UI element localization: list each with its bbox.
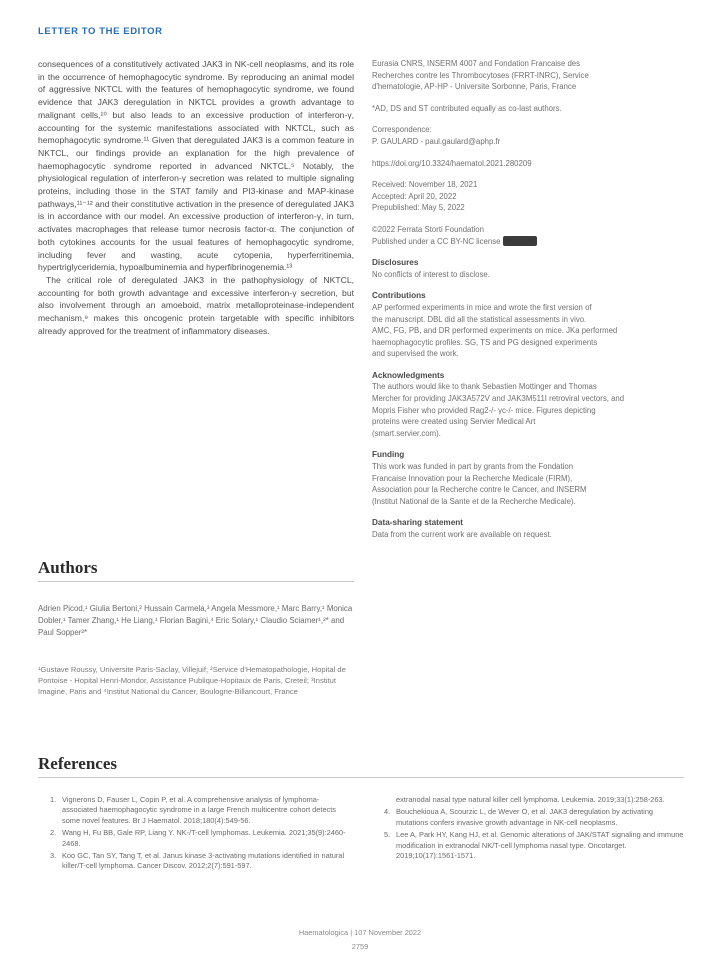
- reference-number: [384, 795, 396, 805]
- reference-text: Wang H, Fu BB, Gale RP, Liang Y. NK-/T-cell lymphomas. Leukemia. 2021;35(9):2460-2468.: [62, 828, 346, 848]
- info-line: Accepted: April 20, 2022: [372, 191, 457, 201]
- info-line: d'hematologie, AP-HP - Universite Sorbonne, Paris, France: [372, 82, 577, 92]
- info-line: Published under a CC BY-NC license: [372, 236, 501, 246]
- reference-text: extranodal nasal type natural killer cell lymphoma. Leukemia. 2019;33(1):258-263.: [396, 795, 665, 804]
- section-line: The authors would like to thank Sebastien Mottinger and Thomas: [372, 382, 597, 392]
- journal-section-header: LETTER TO THE EDITOR: [38, 26, 163, 37]
- correspondence: [372, 124, 678, 147]
- section-line: Data from the current work are available on request.: [372, 530, 552, 539]
- section-line: the manuscript. DBL did all the statistical assessments in vivo.: [372, 314, 587, 324]
- section-heading: Data-sharing statement: [372, 518, 463, 528]
- dates: [372, 179, 678, 214]
- body-paragraph: The critical role of deregulated JAK3 in the pathophysiology of NKTCL, accounting for both growth advantage and excessive interferon-γ secretion, but also involvement through an amoeboid, matrix metalloproteinase-independent mechanism,⁹ makes this oncogenic protein targetable with specific inhibitors already approved for the treatment of inflammatory diseases.: [38, 274, 354, 336]
- reference-item: [384, 795, 684, 805]
- references-right-column: [384, 795, 684, 863]
- reference-text: Lee A, Park HY, Kang HJ, et al. Genomic alterations of JAK/STAT signaling and immune modification in extranodal NK/T-cell lymphoma nasal type. Oncotarget. 2019;10(17):1561-1571.: [396, 830, 684, 861]
- reference-item: [384, 830, 684, 861]
- section-line: Association pour la Recherche contre le Cancer, and INSERM: [372, 485, 587, 495]
- reference-text: Koo GC, Tan SY, Tang T, et al. Janus kinase 3-activating mutations identified in natural killer/T-cell lymphoma. Cancer Discov. 2012;2(7):591-597.: [62, 851, 345, 871]
- disclosures-section: [372, 257, 678, 280]
- section-line: AP performed experiments in mice and wrote the first version of: [372, 302, 592, 312]
- reference-item: [50, 795, 350, 826]
- section-line: (smart.servier.com).: [372, 428, 441, 438]
- equal-contribution-note: [372, 103, 678, 115]
- reference-item: [50, 851, 350, 872]
- main-body-text: [38, 58, 354, 337]
- authors-heading: Authors: [38, 558, 98, 577]
- copyright: [372, 224, 678, 247]
- reference-item: [50, 828, 350, 849]
- doi-link[interactable]: https://doi.org/10.3324/haematol.2021.280209: [372, 158, 532, 168]
- correspondence-email-link[interactable]: P. GAULARD - paul.gaulard@aphp.fr: [372, 136, 501, 146]
- section-line: No conflicts of interest to disclose.: [372, 269, 490, 279]
- references-divider: [38, 777, 684, 778]
- info-line: ©2022 Ferrata Storti Foundation: [372, 224, 484, 234]
- section-line: proteins were created using Servier Medical Art: [372, 417, 536, 427]
- info-line: Received: November 18, 2021: [372, 180, 478, 190]
- reference-number: 4.: [384, 807, 391, 817]
- body-paragraph: consequences of a constitutively activated JAK3 in NK-cell neoplasms, and its role in the occurrence of hemophagocytic syndrome. By reproducing an animal model of aggressive NKTCL with the features of hemophagocytic syndrome, we found evidence that JAK3 deregulation in NKTCL provides a growth advantage to malignant cells,¹⁰ but also leads to an excessive production of interferon-γ, accounting for the systemic manifestations associated with NKTCL, such as hemophagocytic syndrome.¹¹ Given that deregulated JAK3 is a common feature in NKTCL, our findings provide an explanation for the high prevalence of haemophagocytic syndrome reported in advanced NKTCL.⁵ Notably, the physiological regulation of interferon-γ secretion was related to multiple signaling proteins, including those in the STAT family and PI3-kinase and MAP-kinase pathways,¹¹⁻¹² and their constitutive activation in the presence of deregulated JAK3 is in accordance with our model. An excessive production of interferon-γ, in turn, activates macrophages that release tumor necrosis factor-α. The conjunction of both cytokines accounts for the usual features of hemophagocytic syndrome, including fever and wasting, acute cytopenia, hyperferritinemia, hypertriglyceridemia, hypoalbuminemia and hyperfibrinogenemia.¹³: [38, 59, 354, 273]
- reference-text: Bouchekioua A, Scourzic L, de Wever O, et al. JAK3 deregulation by activating mutations confers invasive growth advantage in NK-cell neoplasms.: [396, 807, 654, 827]
- section-line: Francaise Innovation pour la Recherche Medicale (FIRM),: [372, 473, 573, 483]
- reference-number: 5.: [384, 830, 391, 840]
- author-list: Adrien Picod,¹ Giulia Bertoni,² Hussain Carmela,³ Angela Messmore,¹ Marc Barry,¹ Monica Dobler,¹ Tamer Zhang,¹ He Liang,¹ Florian Bagini,⁴ Eric Solary,¹ Claudio Sciamer¹,²* and Paul Sopper²*: [38, 604, 353, 637]
- section-line: and supervised the work.: [372, 349, 459, 359]
- page-number: 2759: [351, 942, 369, 951]
- acknowledgments-section: [372, 370, 678, 440]
- doi: [372, 158, 678, 170]
- section-heading: Acknowledgments: [372, 370, 445, 380]
- affiliation-continuation: [372, 58, 678, 93]
- reference-text: Vignerons D, Fauser L, Copin P, et al. A comprehensive analysis of lymphoma-associated haemophagocytic syndrome in a large French multicentre cohort detects some novel features. Br J Haematol. 2018;180(4):549-56.: [62, 795, 337, 825]
- info-line: Prepublished: May 5, 2022: [372, 203, 465, 213]
- reference-item: [384, 807, 684, 828]
- reference-number: 3.: [50, 851, 57, 861]
- license-line: [372, 236, 678, 248]
- section-line: AMC, FG, PB, and DR performed experiments on mice. JKa performed: [372, 326, 618, 336]
- references-left-column: [50, 795, 350, 874]
- section-line: haemophagocytic profiles. SG, TS and PG designed experiments: [372, 337, 598, 347]
- authors-divider: [38, 581, 354, 582]
- info-line: Correspondence:: [372, 125, 432, 135]
- funding-section: [372, 449, 678, 507]
- contributions-section: [372, 290, 678, 360]
- section-line: Mercher for providing JAK3A572V and JAK3M511I retroviral vectors, and: [372, 394, 625, 404]
- reference-number: 2.: [50, 828, 57, 838]
- section-line: Mopris Fisher who provided Rag2-/- γc-/- mice. Figures depicting: [372, 405, 596, 415]
- references-heading: References: [38, 754, 117, 773]
- info-line: *AD, DS and ST contributed equally as co-last authors.: [372, 103, 562, 113]
- section-heading: Contributions: [372, 291, 426, 301]
- section-heading: Funding: [372, 450, 405, 460]
- info-line: Recherches contre les Thrombocytoses (FRRT-INRC), Service: [372, 70, 589, 80]
- reference-number: 1.: [50, 795, 57, 804]
- section-line: This work was funded in part by grants from the Fondation: [372, 462, 574, 472]
- section-line: (Institut National de la Sante et de la Recherche Medicale).: [372, 496, 576, 506]
- section-heading: Disclosures: [372, 258, 419, 268]
- info-line: Eurasia CNRS, INSERM 4007 and Fondation Francaise des: [372, 59, 581, 68]
- data-sharing-section: [372, 517, 678, 540]
- author-affiliations: ¹Gustave Roussy, Universite Paris-Saclay, Villejuif; ²Service d'Hematopathologie, Hopital de Pontoise - Hopital Henri-Mondor, Assistance Publique-Hopitaux de Paris, Creteil; ³Institut Imagine, Paris and ⁴Institut National du Cancer, Boulogne-Billancourt, France: [38, 665, 346, 697]
- cc-license-icon[interactable]: [503, 236, 537, 246]
- article-info-column: [372, 58, 678, 551]
- journal-footer: Haematologica | 107 November 2022: [298, 928, 422, 937]
